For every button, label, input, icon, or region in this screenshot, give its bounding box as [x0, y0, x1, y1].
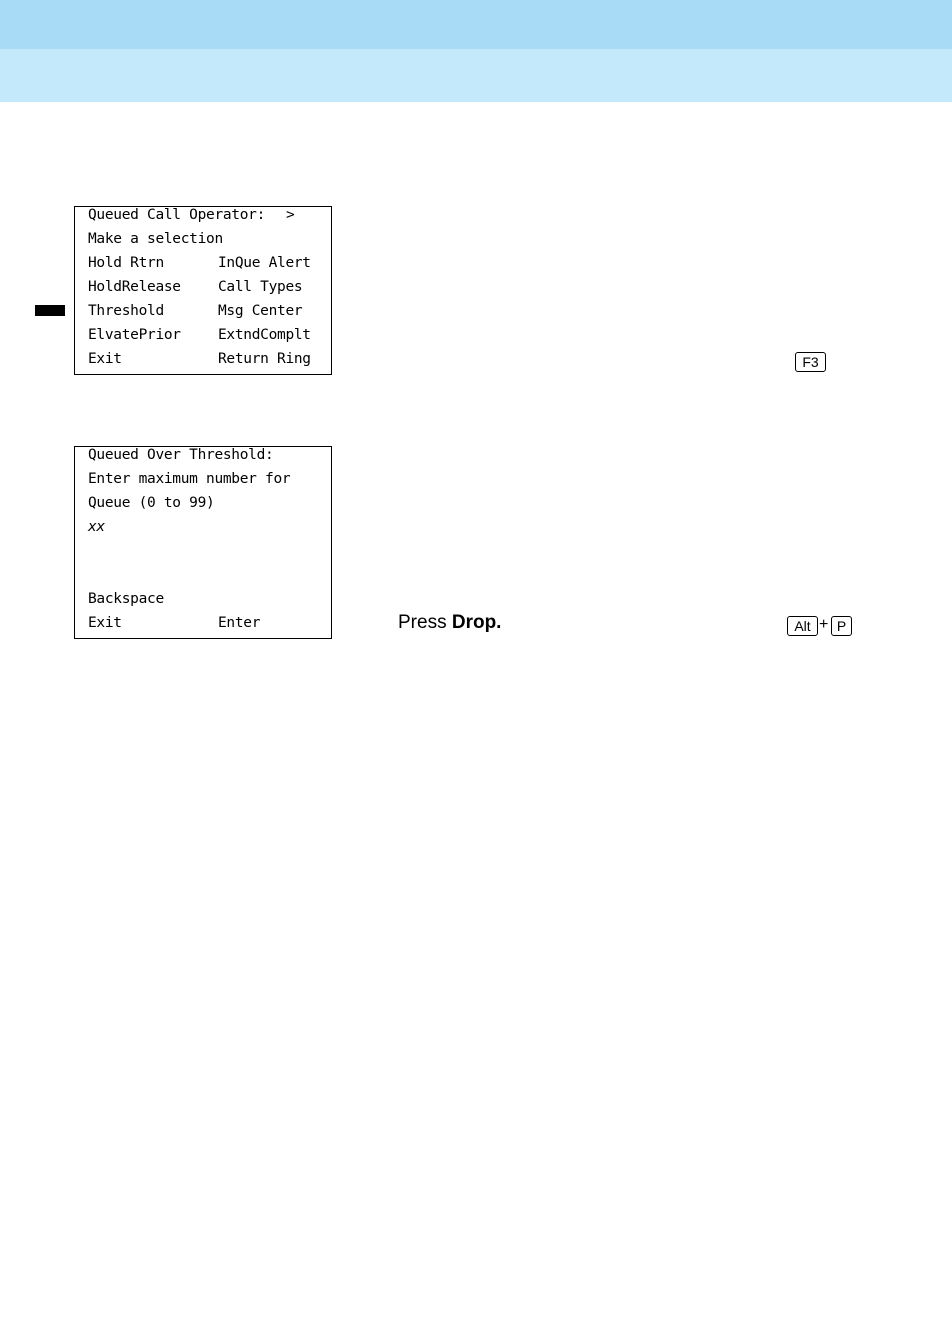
instruction-prefix: Press: [398, 612, 452, 633]
enter-option[interactable]: Enter: [218, 615, 261, 631]
more-arrow-icon[interactable]: >: [286, 207, 295, 223]
screen-prompt: Make a selection: [88, 231, 223, 247]
option-inque-alert[interactable]: InQue Alert: [218, 255, 311, 271]
option-elvateprior[interactable]: ElvatePrior: [88, 327, 181, 343]
exit-option[interactable]: Exit: [88, 615, 122, 631]
header-band-top: [0, 0, 952, 49]
f3-key[interactable]: F3: [795, 352, 826, 372]
option-extndcomplt[interactable]: ExtndComplt: [218, 327, 311, 343]
alt-key[interactable]: Alt: [787, 616, 818, 636]
plus-sign: +: [819, 616, 829, 633]
option-threshold[interactable]: Threshold: [88, 303, 164, 319]
option-call-types[interactable]: Call Types: [218, 279, 303, 295]
section-tab-marker: [35, 305, 65, 316]
backspace-option[interactable]: Backspace: [88, 591, 164, 607]
lcd-screen-queued-over-threshold: [74, 446, 332, 639]
threshold-value-input[interactable]: xx: [88, 519, 105, 535]
instruction-drop: Drop.: [451, 612, 502, 633]
press-drop-instruction: [398, 612, 501, 634]
screen-title: Queued Over Threshold:: [88, 447, 274, 463]
lcd-screen-queued-call-operator: [74, 206, 332, 375]
header-band-bottom: [0, 49, 952, 102]
screen-title: Queued Call Operator:: [88, 207, 266, 223]
option-return-ring[interactable]: Return Ring: [218, 351, 311, 367]
p-key[interactable]: P: [831, 616, 852, 636]
screen-range-line: Queue (0 to 99): [88, 495, 215, 511]
option-exit[interactable]: Exit: [88, 351, 122, 367]
option-msg-center[interactable]: Msg Center: [218, 303, 303, 319]
screen-instruction-line: Enter maximum number for: [88, 471, 291, 487]
option-hold-rtrn[interactable]: Hold Rtrn: [88, 255, 164, 271]
option-holdrelease[interactable]: HoldRelease: [88, 279, 181, 295]
